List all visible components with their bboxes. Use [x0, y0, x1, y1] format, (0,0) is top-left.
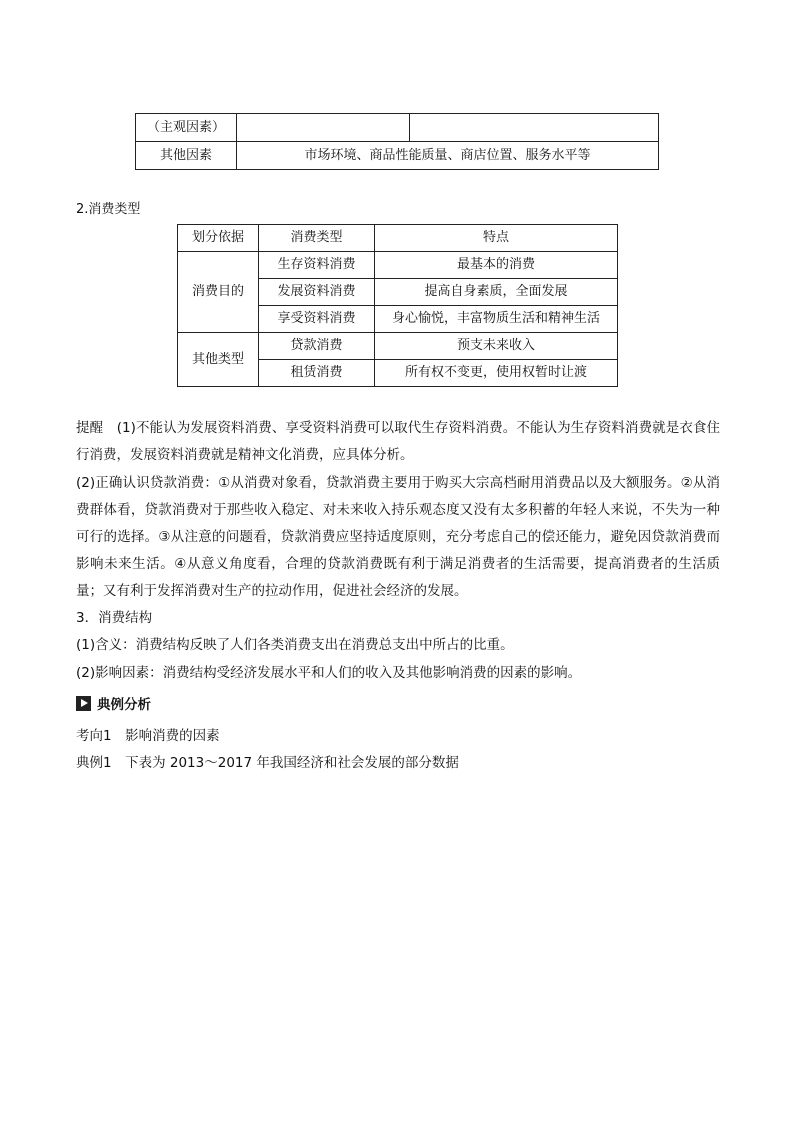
table-cell: 其他因素 [136, 142, 237, 170]
play-icon [76, 696, 91, 711]
consumption-types-table [177, 224, 618, 387]
table-row [136, 142, 659, 170]
factor-table [135, 113, 659, 170]
reminder-paragraph [76, 415, 720, 469]
loan-consumption-paragraph: (2)正确认识贷款消费：①从消费对象看，贷款消费主要用于购买大宗高档耐用消费品以及大额服务。②从消费群体看，贷款消费对于那些收入稳定、对未来收入持乐观态度又没有太多积蓄的年轻人来说，不失为一种可行的选择。③从注意的问题看，贷款消费应坚持适度原则，充分考虑自己的偿还能力，避免因贷款消费而影响未来生活。④从意义角度看，合理的贷款消费既有利于满足消费者的生活需要，提高消费者的生活质量；又有利于发挥消费对生产的拉动作用，促进社会经济的发展。 [76, 475, 720, 599]
table-cell: 身心愉悦，丰富物质生活和精神生活 [375, 306, 618, 333]
table-cell: 市场环境、商品性能质量、商店位置、服务水平等 [237, 142, 659, 170]
column-header: 消费类型 [259, 225, 375, 252]
table-cell [237, 114, 410, 142]
group-label: 消费目的 [178, 252, 259, 333]
example-statement: 典例1 下表为 2013～2017 年我国经济和社会发展的部分数据 [76, 755, 459, 771]
table-row [136, 114, 659, 142]
table-cell: 所有权不变更，使用权暂时让渡 [375, 360, 618, 387]
reminder-label: 提醒 [76, 420, 104, 436]
table-cell: 生存资料消费 [259, 252, 375, 279]
table-cell: 提高自身素质，全面发展 [375, 279, 618, 306]
reminder-text: (1)不能认为发展资料消费、享受资料消费可以取代生存资料消费。不能认为生存资料消费就是衣食住行消费，发展资料消费就是精神文化消费，应具体分析。 [76, 420, 721, 463]
table-cell [410, 114, 659, 142]
structure-meaning: (1)含义：消费结构反映了人们各类消费支出在消费总支出中所占的比重。 [76, 637, 514, 653]
table-cell: 发展资料消费 [259, 279, 375, 306]
table-cell: 租赁消费 [259, 360, 375, 387]
group-label: 其他类型 [178, 333, 259, 387]
table-header-row [178, 225, 618, 252]
table-cell: 贷款消费 [259, 333, 375, 360]
exam-direction: 考向1 影响消费的因素 [76, 728, 220, 744]
example-analysis-title: 典例分析 [97, 697, 151, 713]
consumption-types-heading: 2.消费类型 [76, 202, 141, 217]
table-cell: （主观因素） [136, 114, 237, 142]
column-header: 划分依据 [178, 225, 259, 252]
table-row [178, 252, 618, 279]
table-cell: 最基本的消费 [375, 252, 618, 279]
structure-heading: 3．消费结构 [76, 610, 153, 626]
table-cell: 享受资料消费 [259, 306, 375, 333]
structure-factors: (2)影响因素：消费结构受经济发展水平和人们的收入及其他影响消费的因素的影响。 [76, 665, 582, 681]
table-row [178, 333, 618, 360]
example-analysis-heading [76, 693, 151, 713]
table-cell: 预支未来收入 [375, 333, 618, 360]
column-header: 特点 [375, 225, 618, 252]
